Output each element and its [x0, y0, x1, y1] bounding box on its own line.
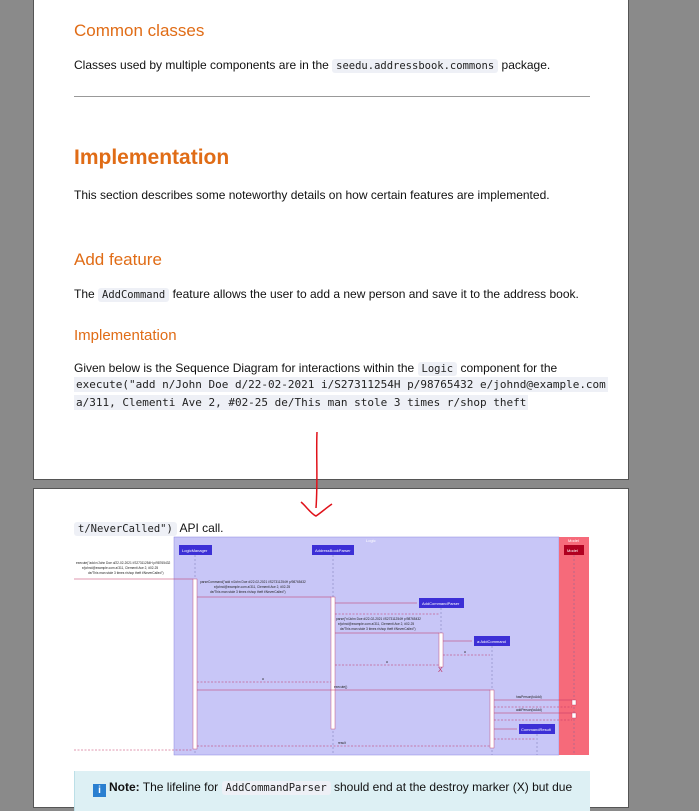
- add-command-parser-activation: [439, 633, 443, 667]
- svg-text:e/johnd@example.com a/311, Cle: e/johnd@example.com a/311, Clementi Ave 2, #02-25: [338, 622, 415, 626]
- logic-manager-label: LogicManager: [182, 548, 208, 553]
- info-icon: i: [93, 784, 106, 797]
- svg-text:execute(): execute(): [334, 685, 348, 689]
- add-command-label: a:AddCommand: [477, 639, 506, 644]
- add-feature-paragraph: The AddCommand feature allows the user to add a new person and save it to the address book.: [74, 287, 579, 301]
- address-book-parser-label: AddressBookParser: [315, 548, 351, 553]
- implementation-heading: Implementation: [74, 146, 230, 169]
- svg-text:de/This man stole 3 times r/sh: de/This man stole 3 times r/shop theft t/NeverCalled"): [88, 571, 164, 575]
- note-box: [74, 771, 590, 811]
- logic-code: Logic: [418, 362, 458, 376]
- svg-text:hasPerson(toAdd): hasPerson(toAdd): [516, 695, 542, 699]
- svg-text:parse("n/John Doe d/22-02-2021: parse("n/John Doe d/22-02-2021 i/S27311254H p/98765432: [336, 617, 421, 621]
- addcommand-code: AddCommand: [98, 288, 169, 302]
- command-result-label: CommandResult: [521, 727, 551, 732]
- red-annotation-arrow-icon: [296, 430, 336, 525]
- model-frame: [559, 537, 589, 755]
- add-command-parser-label: AddCommandParser: [422, 601, 460, 606]
- svg-text:e/johnd@example.com a/311, Cle: e/johnd@example.com a/311, Clementi Ave 2, #02-25: [214, 585, 291, 589]
- model-box-label: Model: [567, 548, 578, 553]
- never-called-code: t/NeverCalled"): [74, 522, 177, 536]
- svg-text:execute("add n/John Doe d/22-0: execute("add n/John Doe d/22-02-2021 i/S27311254H p/98765432: [76, 561, 171, 565]
- sequence-diagram: [76, 537, 589, 755]
- logic-frame-label: Logic: [366, 538, 376, 543]
- svg-text:addPerson(toAdd): addPerson(toAdd): [516, 708, 542, 712]
- svg-text:de/This man stole 3 times r/sh: de/This man stole 3 times r/shop theft t/NeverCalled"): [210, 590, 286, 594]
- svg-text:de/This man stole 3 times r/sh: de/This man stole 3 times r/shop theft t/NeverCalled"): [340, 627, 416, 631]
- svg-text:a: a: [262, 677, 264, 681]
- svg-text:result: result: [338, 741, 346, 745]
- document-page-1: [33, 0, 629, 480]
- execute-code-line-1: execute("add n/John Doe d/22-02-2021 i/S27311254H p/98765432 e/johnd@example.com: [76, 378, 606, 391]
- add-command-activation: [490, 690, 494, 748]
- note-text: i Note: The lifeline for AddCommandParser should end at the destroy marker (X) but due: [93, 780, 572, 797]
- add-feature-heading: Add feature: [74, 250, 162, 269]
- execute-code-line-2: a/311, Clementi Ave 2, #02-25 de/This man stole 3 times r/shop theft: [76, 396, 527, 409]
- address-book-parser-activation: [331, 597, 335, 729]
- addcommandparser-code: AddCommandParser: [222, 781, 331, 795]
- logic-manager-activation: [193, 579, 197, 749]
- implementation-subheading: Implementation: [74, 327, 177, 344]
- svg-text:a: a: [386, 660, 388, 664]
- destroy-marker: X: [438, 667, 443, 674]
- document-page-2: [33, 488, 629, 808]
- commons-package-code: seedu.addressbook.commons: [332, 59, 498, 73]
- implementation-paragraph: This section describes some noteworthy details on how certain features are implemented.: [74, 188, 550, 202]
- common-classes-paragraph: Classes used by multiple components are in the seedu.addressbook.commons package.: [74, 58, 551, 72]
- svg-text:a: a: [464, 650, 466, 654]
- sequence-diagram-intro: Given below is the Sequence Diagram for interactions within the Logic component for the: [74, 361, 558, 375]
- api-call-paragraph: t/NeverCalled") API call.: [74, 519, 224, 538]
- section-divider: [74, 96, 590, 97]
- model-frame-label: Model: [568, 538, 579, 543]
- common-classes-heading: Common classes: [74, 21, 205, 40]
- svg-text:e/johnd@example.com a/311, Cle: e/johnd@example.com a/311, Clementi Ave 2, #02-25: [82, 566, 159, 570]
- svg-text:parseCommand("add n/John Doe d: parseCommand("add n/John Doe d/22-02-2021 i/S27311254H p/98765432: [200, 580, 306, 584]
